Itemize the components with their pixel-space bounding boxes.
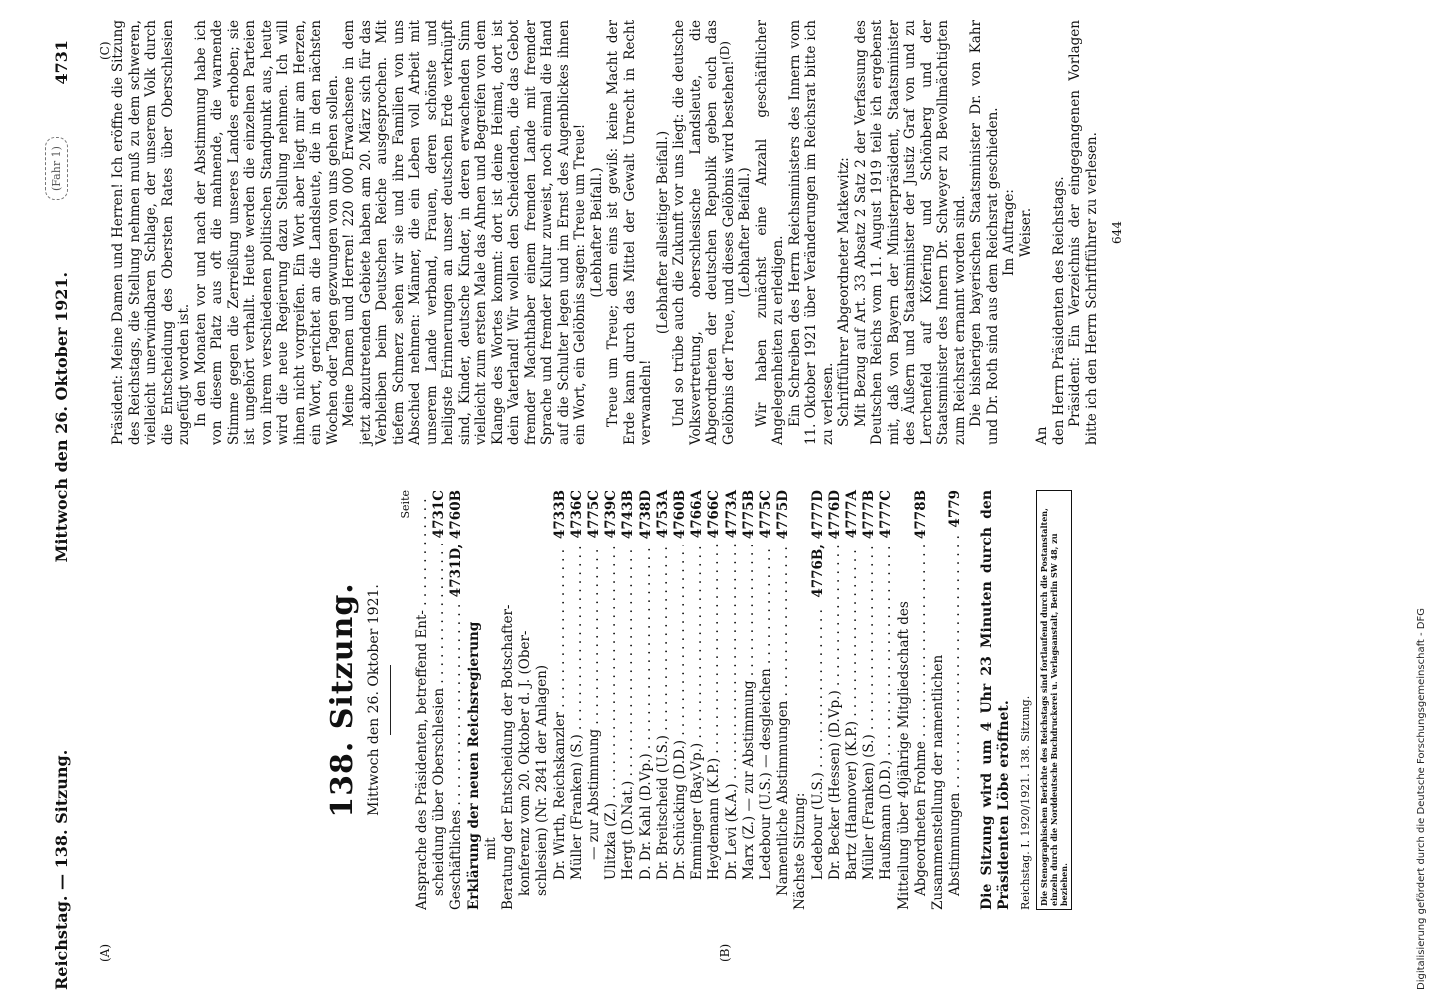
toc-entry-page: 4773A (723, 490, 740, 539)
toc-entry (706, 490, 723, 910)
margin-letter-a: (A) (98, 943, 112, 962)
toc-entry-label: D. Dr. Kahl (D.Vp.) . . . (638, 545, 655, 910)
speech-paragraph: Präsident: Meine Damen und Herren! Ich eröffne die Sitzung des Reichstags, die Stellung nehmen muß zu dem schweren, vielleicht unerwindbaren Schlage, der unserem Volk durch die Entscheidung des Obersten Rates über Oberschlesien zugefügt worden ist. (110, 20, 192, 445)
toc-entry-label: mit (482, 837, 499, 860)
toc-entry (792, 490, 809, 910)
right-column (110, 20, 1410, 445)
toc-entry (896, 490, 913, 910)
toc-entry (741, 490, 758, 910)
toc-entry (431, 490, 448, 910)
opening-statement: Die Sitzung wird um 4 Uhr 23 Minuten durch den Präsidenten Löbe eröffnet. (978, 490, 1012, 910)
toc-entry-label: Marx (Z.) — zur Abstimmung . . . (741, 545, 758, 910)
toc-entry (414, 490, 431, 910)
toc-entry-label: Nächste Sitzung: (792, 792, 809, 910)
volume-note: Reichstag. I. 1920/1921. 138. Sitzung. (1018, 695, 1032, 910)
toc-entry (861, 490, 878, 910)
toc-entry-page: 4776D (826, 490, 843, 540)
toc-entry-label: Dr. Levi (K.A.) . . . (724, 544, 741, 910)
toc-entry (483, 490, 500, 910)
speech-paragraph: Treue um Treue; denn eins ist gewiß: keine Macht der Erde kann durch das Mittel der Gewalt Unrecht in Recht verwandeln! (605, 20, 654, 445)
toc-entry (827, 490, 844, 910)
seite-label: Seite (399, 490, 412, 519)
toc-entry-label: Zusammenstellung der namentlichen (930, 654, 947, 910)
archive-stamp: (Fahr 1) (45, 137, 68, 200)
toc-entry (517, 490, 534, 910)
speech-paragraph: Die bisherigen bayerischen Staatsminister Dr. von Kahr und Dr. Roth sind aus dem Reichsrat geschieden. (968, 20, 1001, 445)
toc-entry-page: 4779 (947, 490, 964, 528)
toc-entry-label: Ansprache des Präsidenten, betreffend Ent- . . . (414, 496, 431, 910)
publisher-box: Die Stenographischen Berichte des Reichstags sind fortlaufend durch die Postanstalten, einzeln durch die Norddeutsche Buchdruckerei u. Verlagsanstalt, Berlin SW 48, zu beziehen. (1036, 490, 1072, 910)
speech-paragraph: In den Monaten vor und nach der Abstimmung habe ich von diesem Platz aus oft die mahnende, die warnende Stimme gegen die Zerreißung unseres Landes erhoben; sie ist ungehört verhallt. Heute werden die einzelnen Parteien von ihrem verschiedenen politischen Standpunkt aus, heute wird die neue Regierung dazu Stellung nehmen. Ich will ihnen nicht vorgreifen. Ein Wort aber liegt mir am Herzen, ein Wort, gerichtet an die Landsleute, die in den nächsten Wochen oder Tagen gezwungen von uns gehen sollen. (192, 20, 341, 445)
left-column (110, 490, 1400, 910)
speech-paragraph: Weiser. (1017, 207, 1034, 258)
speech-paragraph: An (1034, 426, 1050, 445)
toc-entry-page: 4775C (586, 490, 603, 539)
toc-entry-label: Abgeordneten Frohme . . . (913, 545, 930, 910)
toc-entry (672, 490, 689, 910)
divider (390, 665, 391, 735)
toc-entry-label: Dr. Breitscheid (U.S.) . . . (655, 544, 672, 910)
toc-entry-label: scheidung über Oberschlesien . . . (431, 544, 448, 910)
speech-paragraph: (Lebhafter Beifall.) (588, 167, 605, 298)
toc-entry (810, 490, 827, 910)
margin-letter-b: (B) (718, 943, 732, 962)
toc-entry-label: konferenz vom 20. Oktober d. J. (Ober- (517, 630, 534, 896)
toc-entry (466, 490, 483, 910)
toc-entry-label: Dr. Becker (Hessen) (D.Vp.) . . . (827, 545, 844, 910)
toc-entry-page: 4736C (568, 490, 585, 539)
toc-entry-label: Beratung der Entscheidung der Botschafter- (500, 604, 517, 910)
speech-paragraph: Mit Bezug auf Art. 33 Absatz 2 Satz 2 der Verfassung des Deutschen Reichs vom 11. August 1919 teile ich ergebenst mit, daß von Bayern der Ministerpräsident, Staatsminister des Äußern und Staatsminister der Justiz Graf von und zu Lerchenfeld auf Köfering und Schönberg und der Staatsminister des Innern Dr. Schweyer zu Bevollmächtigten zum Reichsrat ernannt worden sind. (852, 20, 968, 445)
toc-entry-page: 4777C (878, 490, 895, 539)
toc-entry (913, 490, 930, 910)
toc-entry-label: Haußmann (D.D.) . . . (878, 544, 895, 910)
toc-entry (638, 490, 655, 910)
toc-entry-label: Heydemann (K.P.) . . . (706, 544, 723, 910)
toc-entry-label: Emminger (Bay.Vp.) . . . (689, 544, 706, 910)
toc-entry-page: 4777A (844, 490, 861, 539)
toc-entry (534, 490, 551, 910)
toc-entry-page: 4738D (637, 490, 654, 540)
toc-entry (552, 490, 569, 910)
toc-entry (500, 490, 517, 910)
toc-entry (758, 490, 775, 910)
toc-entry-label: Geschäftliches . . . (448, 603, 465, 910)
toc-entry-label: Namentliche Abstimmungen . . . (775, 545, 792, 910)
toc-entry-label: — zur Abstimmung . . . (586, 544, 603, 910)
header-center: Mittwoch den 26. Oktober 1921. (52, 271, 71, 563)
toc-entry-page: 4753A (654, 490, 671, 539)
toc-entry-page: 4775D (775, 490, 792, 540)
toc-entry-label: Ledebour (U.S.) — desgleichen . . . (758, 544, 775, 910)
toc-entry-page: 4778B (912, 490, 929, 539)
speech-paragraph: (Lebhafter Beifall.) (737, 167, 753, 298)
speech-body (110, 20, 1100, 445)
toc-entry (655, 490, 672, 910)
toc-entry-page: 4775C (758, 490, 775, 539)
toc-entry-label: Müller (Franken) (S.) . . . (861, 545, 878, 910)
toc-entry-label: Ulitzka (Z.) . . . (603, 544, 620, 910)
toc-entry-label: schlesien) (Nr. 2841 der Anlagen) (534, 664, 551, 896)
toc-entry (569, 490, 586, 910)
toc-entry-page: 4776B, 4777D (809, 490, 826, 598)
sheet-number: 644 (1110, 221, 1124, 244)
speech-paragraph: (Lebhafter allseitiger Beifall.) (654, 130, 671, 335)
toc-entry (724, 490, 741, 910)
toc-entry-page: 4739C (603, 490, 620, 539)
speech-paragraph: Präsident: Ein Verzeichnis der eingegangenen Vorlagen bitte ich den Herrn Schriftführer zu verlesen. (1067, 20, 1100, 445)
toc-entry-label: Müller (Franken) (S.) . . . (569, 544, 586, 910)
toc-entry-label: Dr. Wirth, Reichskanzler . . . (552, 545, 569, 910)
toc-entry-page: 4731C (431, 490, 448, 539)
toc-entry-label: Ledebour (U.S.) . . . (810, 604, 827, 910)
speech-paragraph: den Herrn Präsidenten des Reichstags. (1050, 176, 1067, 445)
toc-entry (844, 490, 861, 910)
toc-entry-page: 4777B (861, 490, 878, 539)
speech-paragraph: Ein Schreiben des Herrn Reichsministers des Innern vom 11. Oktober 1921 über Veränderungen im Reichsrat bitte ich zu verlesen. (786, 20, 836, 445)
toc-entry (689, 490, 706, 910)
margin-letter-c: (C) (98, 41, 112, 60)
toc-entry (878, 490, 895, 910)
session-date: Mittwoch den 26. Oktober 1921. (366, 584, 382, 816)
toc-entry-page: 4775B (740, 490, 757, 539)
speech-paragraph: Im Auftrage: (1001, 189, 1017, 276)
speech-paragraph: Wir haben zunächst eine Anzahl geschäftlicher Angelegenheiten zu erledigen. (753, 20, 786, 445)
toc-entry-page: 4733B (551, 490, 568, 539)
page-number: 4731 (52, 40, 71, 85)
speech-paragraph: Meine Damen und Herren! 220 000 Erwachsene in dem jetzt abzutretenden Gebiete haben am 20. März sich für das Verbleiben beim Deutschen Reiche ausgesprochen. Mit tiefem Schmerz sehen wir sie und ihre Familien von uns Abschied nehmen: Männer, die ein Leben voll Arbeit mit unserem Lande verband, Frauen, deren schönste und heiligste Erinnerungen an unser deutschen Erde verknüpft sind, Kinder, deutsche Kinder, in deren erwachenden Sinn vielleicht zum ersten Male das Ahnen und Begreifen von dem Klange des Wortes kommt: dort ist deine Heimat, dort ist dein Vaterland! Wir wollen den Scheidenden, die das Gebot fremder Machthaber einem fremden Lande mit fremder Sprache und fremder Kultur zuweist, noch einmal die Hand auf die Schulter legen und im Ernst des Augenblickes ihnen ein Wort, ein Gelöbnis sagen: Treue um Treue! (341, 20, 588, 445)
toc-entry (947, 490, 964, 910)
toc-entry-label: Bartz (Hannover) (K.P.) . . . (844, 544, 861, 910)
toc-entry-label: Hergt (D.Nat.) . . . (620, 545, 637, 910)
toc-entry (775, 490, 792, 910)
toc-entry-label: Mitteilung über 40jährige Mitgliedschaft des (895, 601, 912, 910)
margin-letter-d: (D) (718, 41, 732, 60)
toc-entry (448, 490, 465, 910)
toc-entry-page: 4731D, 4760B (448, 490, 465, 598)
toc-entry-page: 4760B (672, 490, 689, 539)
toc-entry (603, 490, 620, 910)
toc-entry-page: 4766A (689, 490, 706, 539)
toc-entry-label: Dr. Schücking (D.D.) . . . (672, 545, 689, 910)
toc-entry (586, 490, 603, 910)
header-left: Reichstag. — 138. Sitzung. (52, 749, 71, 990)
speech-paragraph: Und so trübe auch die Zukunft vor uns liegt: die deutsche Volksvertretung, oberschlesische Landsleute, die Abgeordneten der deutschen Republik geben euch das Gelöbnis der Treue, und dieses Gelöbnis wird bestehen! (671, 20, 737, 445)
speech-paragraph: Schriftführer Abgeordneter Matkewitz: (836, 157, 852, 427)
table-of-contents (414, 490, 965, 910)
toc-entry-label: Abstimmungen . . . (947, 534, 964, 910)
dfg-text: Digitalisierung gefördert durch die Deutsche Forschungsgemeinschaft - DFG (1416, 607, 1427, 990)
toc-entry-label: Erklärung der neuen Reichsregierung (465, 621, 482, 910)
toc-entry (620, 490, 637, 910)
session-title: 138. Sitzung. (325, 582, 360, 818)
toc-entry-page: 4743B (620, 490, 637, 539)
toc-entry-page: 4766C (706, 490, 723, 539)
toc-entry (930, 490, 947, 910)
